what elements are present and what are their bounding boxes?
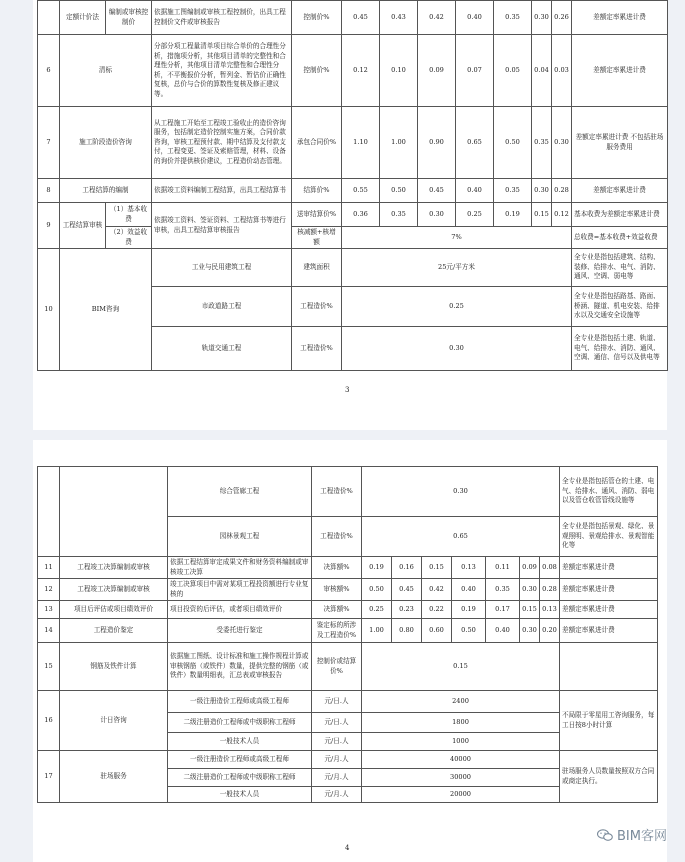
table-row [38,179,668,203]
remark: 全专业是指包括建筑、结构、装修、给排水、电气、消防、通风、空调、弱电等 [572,249,668,287]
rate-cell: 0.40 [456,1,494,35]
rate-cell: 0.22 [422,601,452,619]
rate-cell: 0.60 [422,619,452,643]
rate-cell: 0.15 [422,557,452,579]
remark: 不局限于零星用工咨询服务，每工日按8小时计算 [560,691,658,751]
rate-value: 0.15 [362,643,560,691]
rate-cell: 0.45 [342,1,380,35]
row-no: 10 [38,249,60,371]
remark: 基本收费为差额定率累进计费 [572,203,668,227]
row-no: 17 [38,751,60,803]
rate-cell: 0.19 [494,203,532,227]
table-row [38,557,658,579]
row-no [38,467,60,557]
rate-cell: 0.07 [456,35,494,107]
fee-basis: 元/日.人 [312,691,362,713]
fee-basis: 送审结算价% [292,203,342,227]
rate-cell: 0.50 [494,107,532,179]
item-description: 从工程施工开始至工程竣工验收止的造价咨询服务，包括制定造价控制实施方案，合同价款咨询，审核工程预付款、期中结算及支付款支付，工程变更、签证及索赔管理，材料、设备的询价并提供核价建议，工程造价动态管理。 [152,107,292,179]
fee-basis: 元/月.人 [312,787,362,803]
rate-cell: 0.05 [494,35,532,107]
watermark [597,825,667,844]
rate-cell: 1.10 [342,107,380,179]
rate-cell: 1.00 [362,619,392,643]
item-name: 项目后评估或项目绩效评价 [60,601,168,619]
table-row [38,643,658,691]
remark: 全专业是指包括土建、轨道、电气、给排水、消防、通风、空调、通信、信号以及供电等 [572,327,668,371]
rate-cell: 0.30 [532,1,552,35]
remark: 全专业是指包括景观、绿化、景观照明、景观给排水、景观智能化等 [560,517,658,557]
rate-value: 7% [342,227,572,249]
rate-cell: 0.30 [418,203,456,227]
rate-cell: 0.25 [456,203,494,227]
item-subname: 编制或审核控制价 [106,1,152,35]
fee-table-page-3 [37,0,668,371]
rate-cell: 0.09 [418,35,456,107]
rate-cell: 0.17 [486,601,520,619]
table-row [38,203,668,227]
rate-cell: 0.13 [540,601,560,619]
remark: 总收费=基本收费+效益收费 [572,227,668,249]
remark: 差额定率累进计费 [572,1,668,35]
item-name: 钢筋及铁件计算 [60,643,168,691]
rate-cell: 0.30 [520,579,540,601]
row-no: 11 [38,557,60,579]
rate-cell: 0.10 [380,35,418,107]
remark: 全专业是指包括路基、路面、桥涵、隧道、机电安装、给排水以及交通安全设施等 [572,287,668,327]
rate-cell: 0.11 [486,557,520,579]
remark: 差额定率累进计费 [572,179,668,203]
table-row [38,1,668,35]
row-no [38,1,60,35]
item-subname: 园林景观工程 [168,517,312,557]
item-subname: （2）效益收费 [106,227,152,249]
rate-cell: 0.08 [540,557,560,579]
fee-basis: 元/日.人 [312,713,362,733]
item-subname: 二级注册造价工程师或中级职称工程师 [168,713,312,733]
fee-basis: 结算价% [292,179,342,203]
rate-value: 1800 [362,713,560,733]
rate-value: 0.30 [362,467,560,517]
fee-basis: 工程造价% [312,517,362,557]
rate-cell: 0.25 [362,601,392,619]
item-name [60,467,168,557]
item-name: 工程造价鉴定 [60,619,168,643]
rate-cell: 0.55 [342,179,380,203]
rate-cell: 0.35 [494,1,532,35]
rate-cell: 0.40 [486,619,520,643]
row-no: 14 [38,619,60,643]
item-subname: 一级注册造价工程师或高级工程师 [168,751,312,769]
table-row [38,601,658,619]
item-description: 依据竣工资料编制工程结算，出具工程结算书 [152,179,292,203]
rate-cell: 0.35 [532,107,552,179]
row-no: 16 [38,691,60,751]
rate-cell: 0.35 [494,179,532,203]
fee-basis: 元/月.人 [312,751,362,769]
rate-value: 0.65 [362,517,560,557]
rate-cell: 0.35 [486,579,520,601]
table-row [38,691,658,713]
table-row [38,579,658,601]
rate-cell: 0.15 [520,601,540,619]
item-name: 计日咨询 [60,691,168,751]
remark: 差额定率累进计费 [560,619,658,643]
remark: 差额定率累进计费 [560,557,658,579]
row-no: 15 [38,643,60,691]
fee-basis: 工程造价% [292,327,342,371]
rate-cell: 0.45 [392,579,422,601]
rate-value: 30000 [362,769,560,787]
item-description: 分部分项工程量清单项目综合单价的合理性分析，措施项分析，其他项目清单的完整性和合理性分析，其他项目清单完整性和合理性分析，不平衡报价分析，暂列金、暂估价正确性复核，总价与合价的算数性复核及修正建议等。 [152,35,292,107]
item-name: 施工阶段造价咨询 [60,107,152,179]
rate-value: 40000 [362,751,560,769]
remark: 差额定率累进计费 [572,35,668,107]
rate-cell: 0.45 [418,179,456,203]
rate-cell: 0.65 [456,107,494,179]
fee-basis: 控制价% [292,35,342,107]
rate-cell: 0.42 [418,1,456,35]
rate-cell: 0.30 [520,619,540,643]
fee-basis: 审核额% [312,579,362,601]
page-number: 3 [345,386,350,394]
fee-basis: 控制价% [292,1,342,35]
item-subname: 工业与民用建筑工程 [152,249,292,287]
fee-basis: 控制价或结算价% [312,643,362,691]
remark [560,643,658,691]
document-page-3 [33,0,667,430]
rate-cell: 0.23 [392,601,422,619]
item-name: 定额计价法 [60,1,106,35]
fee-basis: 承包合同价% [292,107,342,179]
item-description: 依据施工图编制或审核工程控制价，出具工程控制价文件或审核报告 [152,1,292,35]
rate-cell: 0.90 [418,107,456,179]
table-row [38,467,658,517]
row-no: 12 [38,579,60,601]
page-number: 4 [345,844,350,852]
row-no: 9 [38,203,60,249]
rate-cell: 0.20 [540,619,560,643]
fee-basis: 决算额% [312,557,362,579]
rate-cell: 0.42 [422,579,452,601]
remark: 差额定率累进计费 不包括驻场服务费用 [572,107,668,179]
rate-cell: 1.00 [380,107,418,179]
row-no: 8 [38,179,60,203]
rate-cell: 0.13 [452,557,486,579]
fee-basis: 建筑面积 [292,249,342,287]
fee-table-page-4 [37,466,658,803]
item-subname: 二级注册造价工程师或中级职称工程师 [168,769,312,787]
item-name: BIM咨询 [60,249,152,371]
rate-value: 2400 [362,691,560,713]
rate-cell: 0.30 [532,179,552,203]
table-row [38,227,668,249]
fee-basis: 鉴定标的所涉及工程造价% [312,619,362,643]
item-description: 依据工程结算审定成果文件和财务资料编制或审核竣工决算 [168,557,312,579]
rate-value: 1000 [362,733,560,751]
table-row [38,249,668,287]
table-row [38,107,668,179]
item-subname: 综合管廊工程 [168,467,312,517]
rate-cell: 0.50 [380,179,418,203]
rate-cell: 0.12 [342,35,380,107]
item-description: 受委托进行鉴定 [168,619,312,643]
rate-cell: 0.40 [452,579,486,601]
remark: 全专业是指包括管仓的土建、电气、给排水、通风、消防、弱电以及管仓收管管线设施等 [560,467,658,517]
item-description: 竣工决算项目中需对某项工程投资额进行专业复核的 [168,579,312,601]
rate-cell: 0.16 [392,557,422,579]
rate-cell: 0.50 [362,579,392,601]
rate-cell: 0.03 [552,35,572,107]
watermark-text: BIM客网 [617,829,667,844]
remark: 差额定率累进计费 [560,601,658,619]
rate-cell: 0.36 [342,203,380,227]
rate-cell: 0.19 [362,557,392,579]
item-subname: 一级注册造价工程师或高级工程师 [168,691,312,713]
rate-cell: 0.28 [552,179,572,203]
row-no: 13 [38,601,60,619]
item-description: 项目投资的后评估，或者项目绩效评价 [168,601,312,619]
wechat-icon [597,829,613,841]
rate-cell: 0.80 [392,619,422,643]
item-name: 工程结算审核 [60,203,106,249]
rate-value: 0.25 [342,287,572,327]
rate-cell: 0.30 [552,107,572,179]
fee-basis: 核减额+核增额 [292,227,342,249]
rate-cell: 0.19 [452,601,486,619]
table-row [38,751,658,769]
rate-cell: 0.12 [552,203,572,227]
document-page-4 [33,440,667,862]
item-name: 清标 [60,35,152,107]
item-name: 工程结算的编制 [60,179,152,203]
item-description: 依据施工图纸、设计标准和施工操作规程计算或审核钢筋（或铁件）数量，提供完整的钢筋（或铁件）数量明细表，汇总表或审核报告 [168,643,312,691]
fee-basis: 元/月.人 [312,769,362,787]
item-name: 驻场服务 [60,751,168,803]
row-no: 6 [38,35,60,107]
item-name: 工程竣工决算编制或审核 [60,579,168,601]
item-subname: （1）基本收费 [106,203,152,227]
rate-value: 20000 [362,787,560,803]
item-subname: 轨道交通工程 [152,327,292,371]
remark: 驻场服务人员数量按照双方合同或商定执行。 [560,751,658,803]
fee-basis: 决算额% [312,601,362,619]
rate-cell: 0.50 [452,619,486,643]
rate-value: 25元/平方米 [342,249,572,287]
rate-cell: 0.15 [532,203,552,227]
rate-cell: 0.28 [540,579,560,601]
rate-cell: 0.40 [456,179,494,203]
table-row [38,619,658,643]
item-name: 工程竣工决算编制或审核 [60,557,168,579]
table-row [38,35,668,107]
fee-basis: 工程造价% [292,287,342,327]
rate-cell: 0.04 [532,35,552,107]
item-description: 依据竣工资料、签证资料、工程结算书等进行审核，出具工程结算审核报告 [152,203,292,249]
fee-basis: 元/日.人 [312,733,362,751]
rate-cell: 0.43 [380,1,418,35]
rate-value: 0.30 [342,327,572,371]
item-subname: 一般技术人员 [168,787,312,803]
row-no: 7 [38,107,60,179]
item-subname: 一般技术人员 [168,733,312,751]
rate-cell: 0.09 [520,557,540,579]
rate-cell: 0.35 [380,203,418,227]
item-subname: 市政道路工程 [152,287,292,327]
remark: 差额定率累进计费 [560,579,658,601]
fee-basis: 工程造价% [312,467,362,517]
rate-cell: 0.26 [552,1,572,35]
